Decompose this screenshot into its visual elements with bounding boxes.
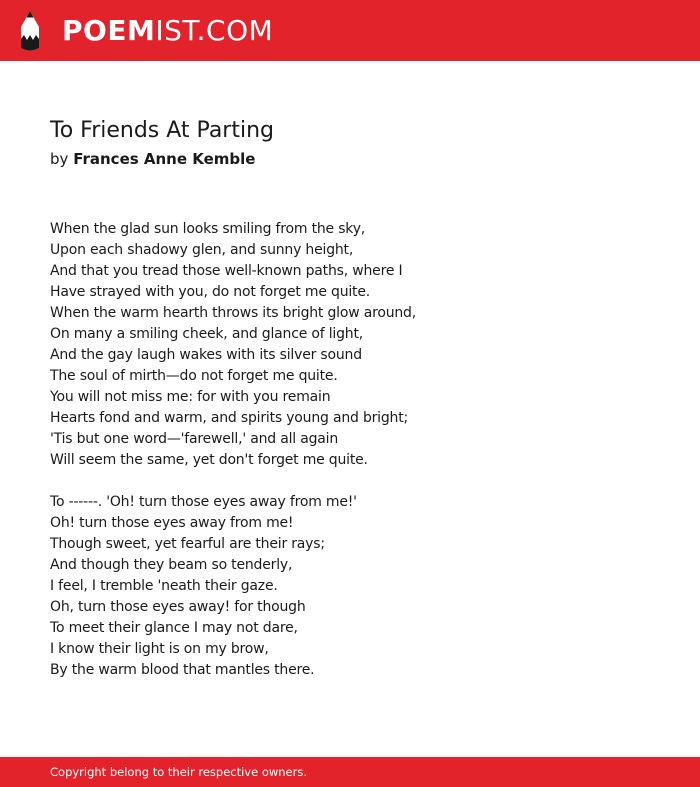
poem-line: The soul of mirth—do not forget me quite. [50, 368, 338, 384]
logo-text-light: IST.COM [155, 14, 274, 47]
byline-label: by [50, 150, 69, 168]
poem-title: To Friends At Parting [50, 118, 274, 143]
copyright-text: Copyright belong to their respective owners. [50, 765, 308, 779]
logo-text-bold: POEM [62, 14, 156, 47]
poem-line: And that you tread those well-known paths, where I [50, 263, 403, 279]
poem-line: Have strayed with you, do not forget me quite. [50, 284, 371, 300]
poem-line: To meet their glance I may not dare, [50, 620, 298, 636]
poem-line: When the glad sun looks smiling from the sky, [50, 221, 366, 237]
poem-line: And the gay laugh wakes with its silver sound [50, 347, 362, 363]
stanza [50, 492, 670, 681]
site-logo[interactable] [18, 9, 273, 53]
stanza [50, 219, 670, 471]
pencil-icon [18, 10, 42, 52]
author-name: Frances Anne Kemble [73, 150, 256, 168]
poem-body [50, 219, 670, 702]
site-footer [0, 757, 700, 787]
poem-line: I feel, I tremble 'neath their gaze. [50, 578, 278, 594]
poem-line: By the warm blood that mantles there. [50, 662, 315, 678]
poem-line: Hearts fond and warm, and spirits young and bright; [50, 410, 409, 426]
poem-line: 'Tis but one word—'farewell,' and all again [50, 431, 339, 447]
poem-line: Oh! turn those eyes away from me! [50, 515, 294, 531]
poem-line: On many a smiling cheek, and glance of light, [50, 326, 364, 342]
poem-line: Will seem the same, yet don't forget me quite. [50, 452, 368, 468]
poem-line: Though sweet, yet fearful are their rays; [50, 536, 325, 552]
poem-line: And though they beam so tenderly, [50, 557, 293, 573]
poem-line: When the warm hearth throws its bright glow around, [50, 305, 416, 321]
byline [50, 149, 255, 169]
poem-line: To ------. 'Oh! turn those eyes away from me!' [50, 494, 357, 510]
site-logo-text [62, 14, 274, 47]
poem-line: Upon each shadowy glen, and sunny height, [50, 242, 354, 258]
poem-line: Oh, turn those eyes away! for though [50, 599, 306, 615]
site-header [0, 0, 700, 61]
poem-line: You will not miss me: for with you remain [50, 389, 331, 405]
poem-line: I know their light is on my brow, [50, 641, 269, 657]
